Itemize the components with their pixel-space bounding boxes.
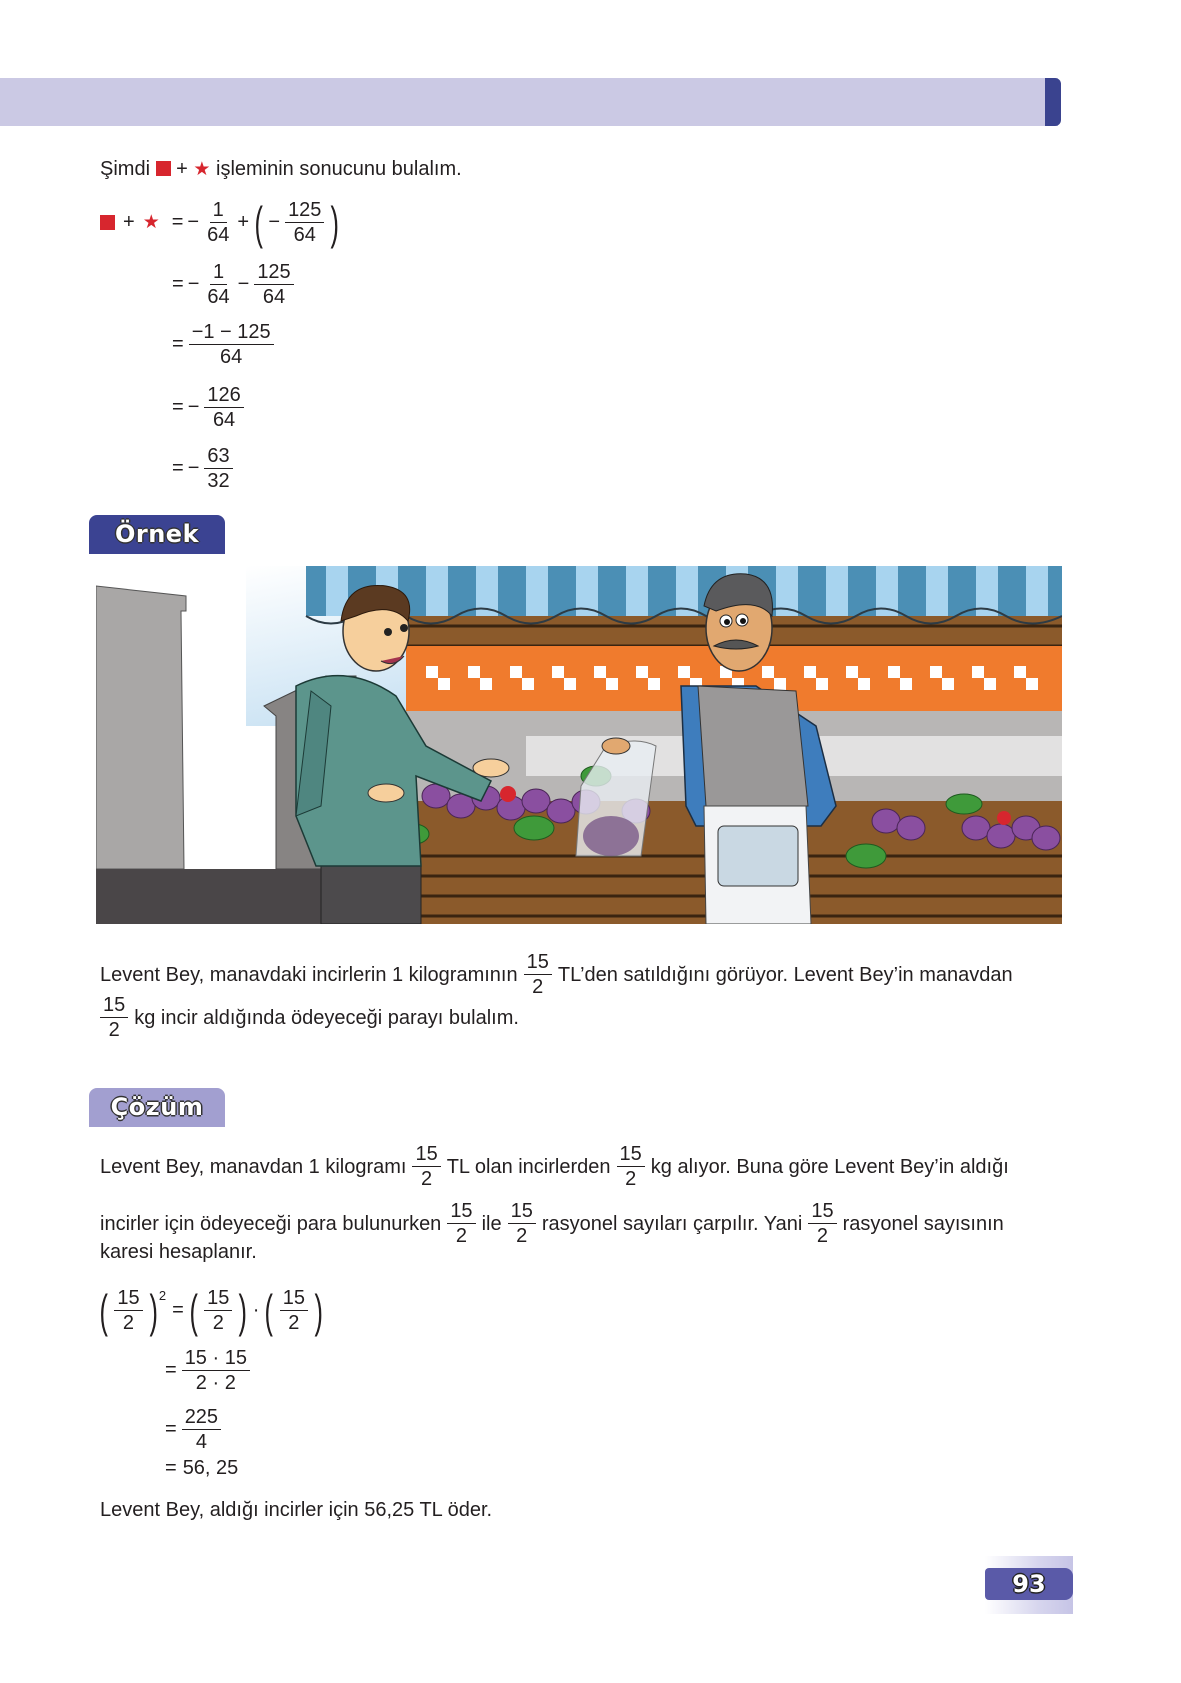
fraction: $\frac{1}{64}$ <box>207 199 230 246</box>
header-band <box>0 78 1058 126</box>
red-square-icon <box>100 215 115 230</box>
calc1-step3 <box>170 320 277 369</box>
solution-text: incirler için ödeyeceği para bulunurken <box>100 1212 442 1235</box>
dot-operator: · <box>252 1299 260 1321</box>
fraction: $\frac{15}{2}$ <box>100 993 128 1042</box>
calc1-step4 <box>170 383 247 432</box>
header-tab <box>1045 78 1061 126</box>
fraction: $\frac{63}{32}$ <box>204 444 232 493</box>
red-star-icon: ★ <box>193 159 211 180</box>
equals-sign: = <box>165 1457 177 1479</box>
example-text-3: kg incir aldığında ödeyeceği parayı bulalım. <box>134 1006 519 1029</box>
example-paragraph <box>100 950 1060 1042</box>
equals-sign: = <box>172 457 184 479</box>
solution-label <box>89 1088 225 1127</box>
calc1-step1 <box>100 198 343 247</box>
fraction: $\frac{125}{64}$ <box>254 260 293 309</box>
plus-sign: + <box>237 211 250 233</box>
solution-text: rasyonel sayısının <box>842 1212 1004 1235</box>
minus-sign: − <box>187 396 200 418</box>
result-value: 56, 25 <box>182 1457 239 1479</box>
minus-sign: − <box>187 211 200 233</box>
fraction: $\frac{15}{2}$ <box>280 1286 308 1335</box>
fraction: $\frac{15}{2}$ <box>524 950 552 999</box>
exponent: 2 <box>158 1288 167 1303</box>
fraction: $\frac{15}{2}$ <box>412 1142 440 1191</box>
intro-line <box>100 157 462 182</box>
fraction: $\frac{15}{2}$ <box>617 1142 645 1191</box>
solution-calc-step1 <box>96 1286 326 1335</box>
calc1-step5 <box>170 444 236 493</box>
left-paren: ( <box>189 1284 198 1337</box>
solution-calc-step4 <box>163 1457 238 1480</box>
minus-sign: − <box>268 211 281 233</box>
example-label <box>89 515 225 554</box>
conclusion-text: Levent Bey, aldığı incirler için 56,25 TL öder. <box>100 1499 493 1521</box>
solution-calc-step3 <box>163 1405 224 1454</box>
equals-sign: = <box>172 396 184 418</box>
intro-prefix: Şimdi <box>100 158 151 180</box>
fraction: $\frac{15}{2}$ <box>114 1286 142 1335</box>
plus-sign: + <box>176 158 188 180</box>
equals-sign: = <box>165 1418 177 1440</box>
right-paren: ) <box>149 1284 158 1337</box>
fraction: $\frac{125}{64}$ <box>285 198 324 247</box>
red-square-icon <box>156 161 171 176</box>
calc1-step2 <box>170 260 297 309</box>
fraction: $\frac{15 \cdot 15}{2 \cdot 2}$ <box>182 1346 250 1395</box>
minus-sign: − <box>237 273 250 295</box>
solution-text: karesi hesaplanır. <box>100 1241 257 1263</box>
fraction: $\frac{15}{2}$ <box>204 1286 232 1335</box>
right-paren: ) <box>238 1284 248 1337</box>
equals-sign: = <box>171 211 184 233</box>
intro-suffix: işleminin sonucunu bulalım. <box>216 158 462 180</box>
fraction: $\frac{-1 - 125}{64}$ <box>189 320 274 369</box>
minus-sign: − <box>187 273 200 295</box>
example-label-text: Örnek <box>114 520 200 548</box>
example-text-1: Levent Bey, manavdaki incirlerin 1 kilogramının <box>100 963 518 986</box>
equals-sign: = <box>172 273 184 295</box>
left-paren: ( <box>99 1284 108 1337</box>
red-star-icon: ★ <box>142 212 160 233</box>
example-text-2: TL’den satıldığını görüyor. Levent Bey’in manavdan <box>557 963 1013 986</box>
fraction: $\frac{15}{2}$ <box>808 1199 836 1248</box>
right-paren: ) <box>314 1284 323 1337</box>
solution-text: kg alıyor. Buna göre Levent Bey’in aldığı <box>650 1155 1009 1178</box>
right-paren: ) <box>330 196 340 249</box>
solution-text: Levent Bey, manavdan 1 kilogramı <box>100 1155 407 1178</box>
solution-paragraph <box>100 1142 1070 1264</box>
minus-sign: − <box>187 457 200 479</box>
solution-text: TL olan incirlerden <box>446 1155 611 1178</box>
equals-sign: = <box>172 333 184 355</box>
market-illustration <box>96 566 1062 924</box>
left-paren: ( <box>264 1284 274 1337</box>
page-number: 93 <box>985 1568 1073 1600</box>
market-scene-image <box>96 566 1062 924</box>
fraction: $\frac{15}{2}$ <box>447 1199 475 1248</box>
equals-sign: = <box>165 1359 177 1381</box>
equals-sign: = <box>172 1299 184 1321</box>
solution-calc-step2 <box>163 1346 253 1395</box>
fraction: $\frac{225}{4}$ <box>182 1405 221 1454</box>
left-paren: ( <box>254 196 263 249</box>
solution-text: rasyonel sayıları çarpılır. Yani <box>541 1212 803 1235</box>
plus-sign: + <box>123 211 135 233</box>
fraction: $\frac{15}{2}$ <box>508 1199 536 1248</box>
fraction: $\frac{126}{64}$ <box>204 383 243 432</box>
solution-label-text: Çözüm <box>110 1093 204 1121</box>
solution-text: ile <box>481 1212 502 1235</box>
fraction: $\frac{1}{64}$ <box>207 261 230 308</box>
